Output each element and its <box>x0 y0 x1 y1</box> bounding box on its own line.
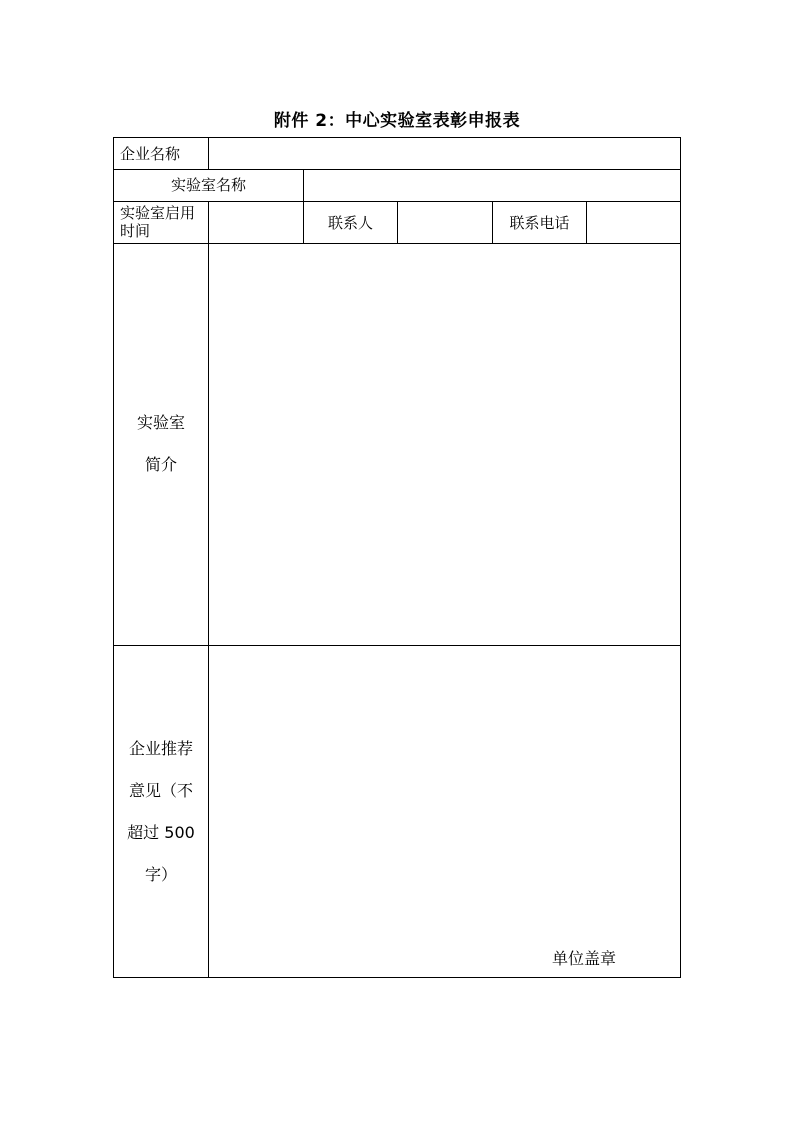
phone-field[interactable] <box>587 202 680 243</box>
recommend-label-line: 企业推荐 <box>128 739 193 758</box>
application-form <box>113 137 681 978</box>
lab-start-time-label: 实验室启用时间 <box>120 204 196 240</box>
recommend-label <box>114 728 208 896</box>
lab-name-label: 实验室名称 <box>170 176 246 194</box>
phone-label: 联系电话 <box>509 213 570 232</box>
contact-field[interactable] <box>398 202 492 243</box>
lab-intro-label-line: 实验室 <box>136 413 185 432</box>
lab-intro-label <box>114 402 208 486</box>
recommend-label-line: 超过 500 <box>127 823 195 842</box>
lab-name-field[interactable] <box>304 169 680 201</box>
lab-intro-field[interactable] <box>209 244 680 645</box>
page-title: 附件 2：中心实验室表彰申报表 <box>273 111 521 131</box>
lab-start-time-field[interactable] <box>209 202 303 243</box>
company-name-field[interactable] <box>209 138 680 169</box>
recommend-field[interactable] <box>209 646 680 977</box>
company-name-label: 企业名称 <box>120 144 181 163</box>
recommend-label-line: 意见（不 <box>128 781 193 800</box>
unit-stamp-label: 单位盖章 <box>552 949 617 968</box>
contact-label: 联系人 <box>327 213 373 232</box>
recommend-label-line: 字） <box>144 865 177 884</box>
lab-intro-label-line: 简介 <box>144 455 177 474</box>
